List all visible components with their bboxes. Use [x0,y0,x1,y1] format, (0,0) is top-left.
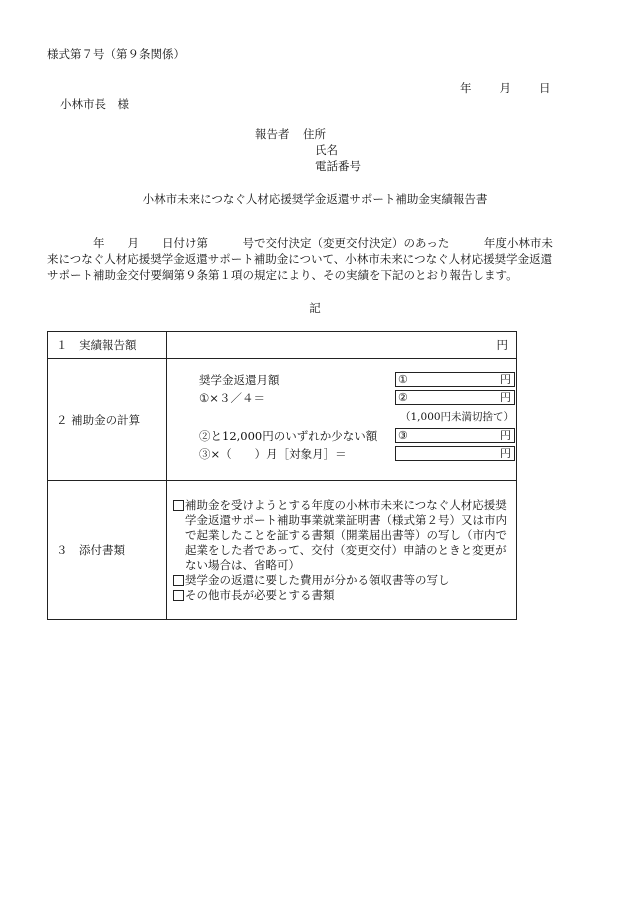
checkbox-icon[interactable] [173,575,184,586]
body-line-2: 来につなぐ人材応援奨学金返還サポート補助金について、小林市未来につなぐ人材応援奨学金返還 [47,252,553,266]
attachment-item [173,588,510,603]
attachment-item-2: 奨学金の返還に要した費用が分かる領収書等の写し [185,572,450,587]
table-row [48,481,517,620]
calc-box-2-num: ② [398,391,408,404]
calc-box-1-num: ① [398,373,408,386]
calc-line-1: 奨学金返還月額 [199,373,280,387]
calc-box-3-unit: 円 [500,429,511,442]
calc-box-3 [395,428,515,443]
calc-cell [167,359,517,481]
attachment-item [173,573,510,588]
reporter-name-label: 氏名 [315,143,338,157]
date-day: 日 [539,81,551,95]
amount-unit: 円 [496,338,508,352]
addressee: 小林市長 様 [60,97,129,111]
calc-box-3-num: ③ [398,429,408,442]
calc-box-1 [395,372,515,387]
attachment-item-3: その他市長が必要とする書類 [185,587,335,602]
checkbox-icon[interactable] [173,590,184,601]
date-line [460,80,551,96]
date-month: 月 [499,81,511,95]
report-table [47,331,517,620]
reporter-label: 報告者 [255,127,290,141]
attachment-item-1: 補助金を受けようとする年度の小林市未来につなぐ人材応援奨学金返還サポート補助事業就業証明書（様式第２号）又は市内で起業したことを証する書類（開業届出書等）の写し（市内で起業をした者であって、交付（変更交付）申請のときと変更がない場合は、省略可） [185,497,507,572]
reporter-address-label: 住所 [303,127,326,141]
calc-line-4: ③×（ ）月［対象月］＝ [199,447,347,461]
calc-label: ２ 補助金の計算 [48,359,167,481]
attachment-item [173,498,510,573]
body-line-1: 年 月 日付け第 号で交付決定（変更交付決定）のあった 年度小林市未 [47,236,553,250]
attachments-label: ３ 添付書類 [48,481,167,620]
calc-box-2-unit: 円 [500,391,511,404]
calc-box-2 [395,390,515,405]
date-year: 年 [460,81,472,95]
table-row [48,359,517,481]
ki-heading: 記 [309,301,321,315]
reporter-phone-label: 電話番号 [315,159,361,173]
table-row [48,332,517,359]
calc-line-3: ②と12,000円のいずれか少ない額 [199,429,378,443]
attachments-cell [167,481,517,620]
amount-value-cell [167,332,517,359]
calc-box-4 [395,446,515,461]
rounding-note: （1,000円未満切捨て） [400,411,515,423]
report-body [47,235,592,283]
calc-box-1-unit: 円 [500,373,511,386]
amount-label: １ 実績報告額 [48,332,167,359]
calc-box-4-unit: 円 [500,447,511,460]
checkbox-icon[interactable] [173,500,184,511]
calc-line-2: ①×３／４＝ [199,391,265,405]
document-title: 小林市未来につなぐ人材応援奨学金返還サポート補助金実績報告書 [142,192,488,206]
body-line-3: サポート補助金交付要綱第９条第１項の規定により、その実績を下記のとおり報告します。 [47,268,518,282]
form-number: 様式第７号（第９条関係） [47,47,185,61]
